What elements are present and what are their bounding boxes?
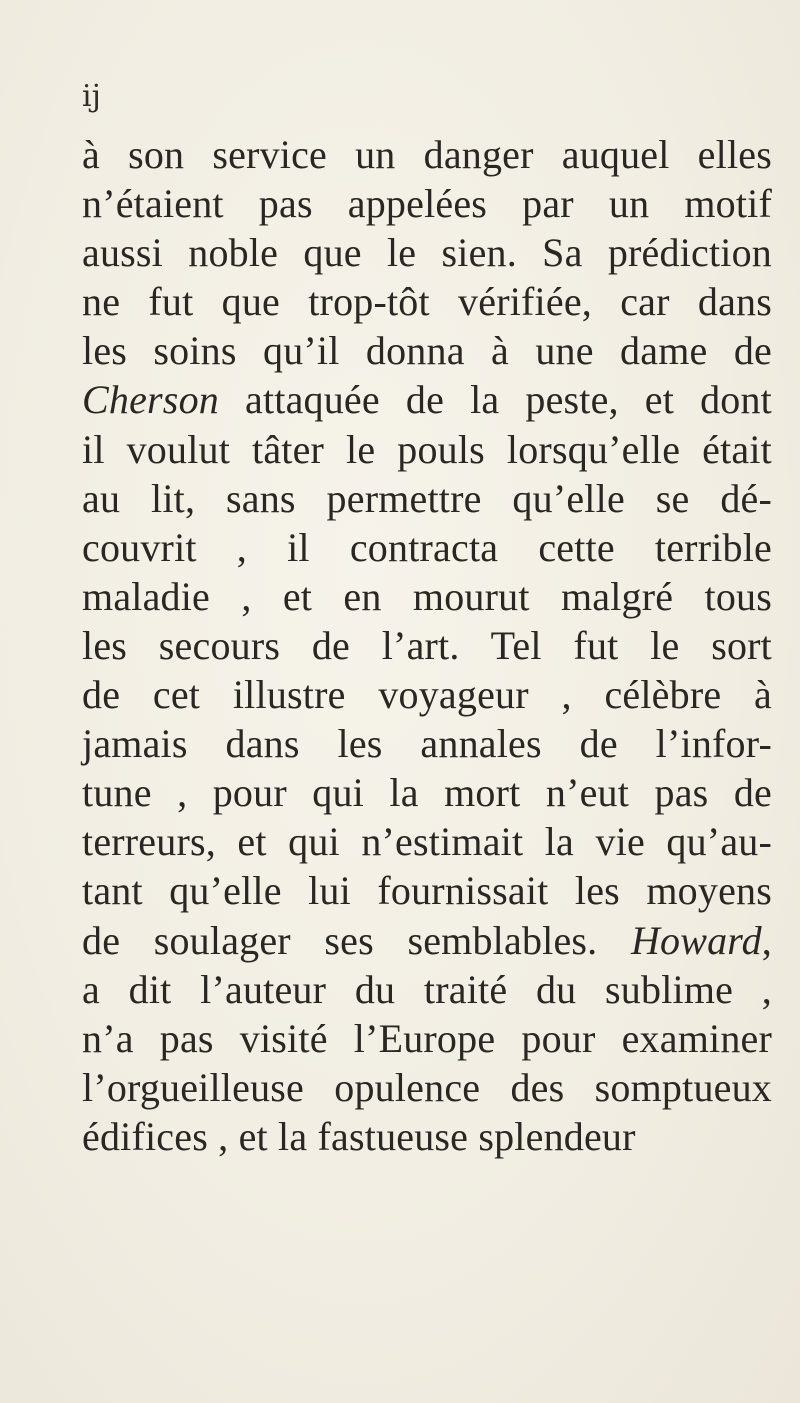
text-line: n’étaient pas appelées par un motif xyxy=(82,181,772,227)
text-line: de soulager ses semblables. Howard, xyxy=(82,917,772,963)
text-line: les secours de l’art. Tel fut le sort xyxy=(82,622,772,668)
text-line: terreurs, et qui n’estimait la vie qu’au- xyxy=(82,819,772,865)
text-line: couvrit , il contracta cette terrible xyxy=(82,524,772,570)
body-text xyxy=(82,130,772,1161)
text-line: à son service un danger auquel elles xyxy=(82,132,772,177)
text-line: tune , pour qui la mort n’eut pas de xyxy=(82,770,772,816)
text-line: édifices , et la fastueuse splendeur xyxy=(82,1113,636,1159)
text-line: a dit l’auteur du traité du sublime , xyxy=(82,966,772,1012)
text-line: jamais dans les annales de l’infor- xyxy=(82,721,772,767)
text-line: il voulut tâter le pouls lorsqu’elle était xyxy=(82,426,772,472)
text-line: tant qu’elle lui fournissait les moyens xyxy=(82,868,772,914)
place-name-cherson: Cherson xyxy=(82,377,219,423)
text-line: n’a pas visité l’Europe pour examiner xyxy=(82,1015,772,1061)
text-line: aussi noble que le sien. Sa prédiction xyxy=(82,230,772,276)
text-line: l’orgueilleuse opulence des somptueux xyxy=(82,1064,772,1110)
text-line: maladie , et en mourut malgré tous xyxy=(82,573,772,619)
text-line: de cet illustre voyageur , célèbre à xyxy=(82,672,772,718)
page-number: ij xyxy=(82,79,101,114)
text-line: au lit, sans permettre qu’elle se dé- xyxy=(82,475,772,521)
person-name-howard: Howard xyxy=(630,917,762,963)
text-line: ne fut que trop-tôt vérifiée, car dans xyxy=(82,279,772,325)
text-line: les soins qu’il donna à une dame de xyxy=(82,328,772,374)
text-line: Cherson attaquée de la peste, et dont xyxy=(82,377,772,423)
